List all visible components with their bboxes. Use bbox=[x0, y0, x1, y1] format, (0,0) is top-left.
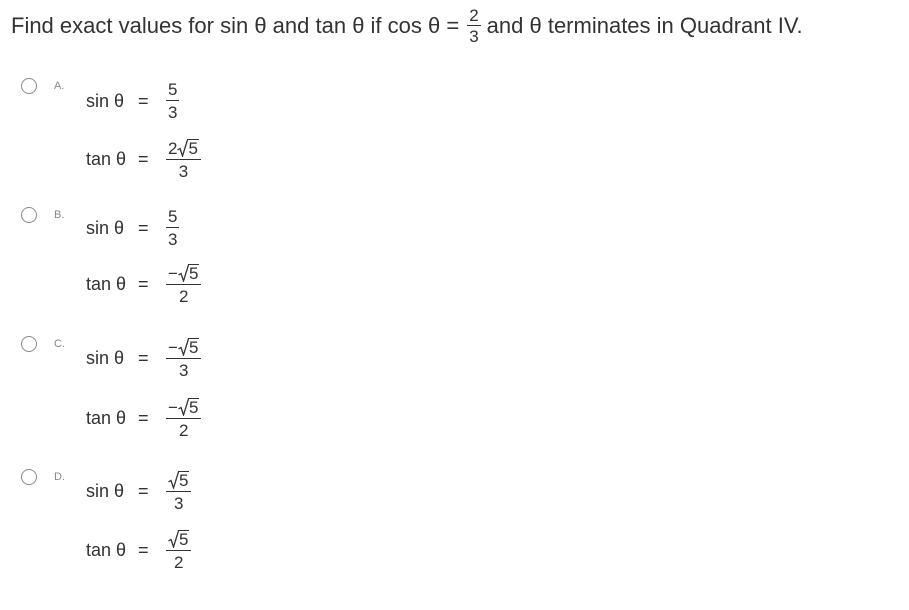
sin-label: sin θ bbox=[86, 90, 125, 111]
choice-b-letter: B. bbox=[54, 209, 65, 221]
equals-sign: = bbox=[138, 348, 149, 368]
equals-sign: = bbox=[138, 217, 149, 238]
choice-a-radio[interactable] bbox=[21, 78, 37, 94]
fraction-denominator: 3 bbox=[469, 27, 479, 46]
square-root bbox=[178, 338, 199, 356]
question-prompt bbox=[11, 4, 803, 48]
tan-label: tan θ bbox=[86, 540, 127, 560]
coefficient: 2 bbox=[168, 139, 178, 158]
fraction-numerator: 2 bbox=[469, 6, 479, 25]
choice-d-sin-equation bbox=[86, 471, 191, 512]
choice-a-letter: A. bbox=[54, 80, 65, 92]
tan-label: tan θ bbox=[86, 274, 127, 294]
square-root bbox=[178, 264, 199, 282]
fraction-numerator bbox=[166, 398, 201, 419]
fraction-numerator bbox=[166, 530, 191, 551]
equals-sign: = bbox=[138, 149, 149, 169]
radicand: 5 bbox=[179, 530, 189, 549]
equals-sign: = bbox=[138, 274, 149, 294]
radicand: 5 bbox=[188, 398, 199, 417]
fraction-numerator bbox=[166, 338, 201, 359]
fraction-numerator bbox=[166, 264, 201, 285]
radicand: 5 bbox=[188, 338, 199, 357]
question-text-prefix: Find exact values for sin θ and tan θ if cos θ = bbox=[11, 13, 460, 38]
radicand: 5 bbox=[179, 471, 189, 490]
choice-a-tan-equation bbox=[86, 139, 201, 180]
choice-c-radio[interactable] bbox=[21, 336, 37, 352]
square-root bbox=[177, 139, 198, 157]
tan-fraction bbox=[166, 139, 201, 180]
fraction-denominator: 2 bbox=[178, 287, 189, 306]
tan-label: tan θ bbox=[86, 408, 127, 428]
fraction-denominator: 3 bbox=[168, 230, 178, 249]
tan-fraction bbox=[166, 264, 201, 305]
choice-c-sin-equation bbox=[86, 338, 201, 379]
equals-sign: = bbox=[138, 540, 149, 560]
cos-value-fraction bbox=[467, 7, 480, 45]
sin-fraction bbox=[166, 81, 179, 121]
fraction-denominator: 3 bbox=[168, 103, 178, 122]
radicand: 5 bbox=[188, 264, 199, 283]
tan-label: tan θ bbox=[86, 149, 127, 169]
fraction-denominator: 2 bbox=[174, 553, 184, 572]
minus-sign: − bbox=[168, 264, 178, 283]
choice-a-sin-equation bbox=[86, 81, 179, 121]
tan-fraction bbox=[166, 530, 191, 571]
radicand: 5 bbox=[188, 139, 198, 158]
square-root bbox=[168, 530, 189, 548]
sin-label: sin θ bbox=[86, 217, 125, 238]
choice-b-sin-equation bbox=[86, 208, 179, 248]
sin-label: sin θ bbox=[86, 348, 125, 368]
choice-b-tan-equation bbox=[86, 264, 201, 305]
fraction-denominator: 3 bbox=[178, 162, 189, 181]
tan-fraction bbox=[166, 398, 201, 439]
choice-d-radio[interactable] bbox=[21, 469, 37, 485]
equals-sign: = bbox=[138, 481, 149, 501]
choice-d-letter: D. bbox=[54, 471, 65, 483]
fraction-denominator: 2 bbox=[178, 421, 189, 440]
minus-sign: − bbox=[168, 338, 178, 357]
fraction-denominator: 3 bbox=[178, 361, 189, 380]
fraction-numerator: 5 bbox=[168, 80, 178, 99]
equals-sign: = bbox=[138, 408, 149, 428]
choice-d-tan-equation bbox=[86, 530, 191, 571]
choice-c-tan-equation bbox=[86, 398, 201, 439]
sin-fraction bbox=[166, 471, 191, 512]
sin-label: sin θ bbox=[86, 481, 125, 501]
fraction-denominator: 3 bbox=[174, 494, 184, 513]
choice-c-letter: C. bbox=[54, 338, 65, 350]
sin-fraction bbox=[166, 208, 179, 248]
sin-fraction bbox=[166, 338, 201, 379]
fraction-numerator bbox=[166, 139, 201, 160]
choice-b-radio[interactable] bbox=[21, 207, 37, 223]
question-text-suffix: and θ terminates in Quadrant IV. bbox=[486, 13, 803, 38]
fraction-numerator bbox=[166, 471, 191, 492]
square-root bbox=[168, 471, 189, 489]
square-root bbox=[178, 398, 199, 416]
fraction-numerator: 5 bbox=[168, 207, 178, 226]
equals-sign: = bbox=[138, 90, 149, 111]
minus-sign: − bbox=[168, 398, 178, 417]
